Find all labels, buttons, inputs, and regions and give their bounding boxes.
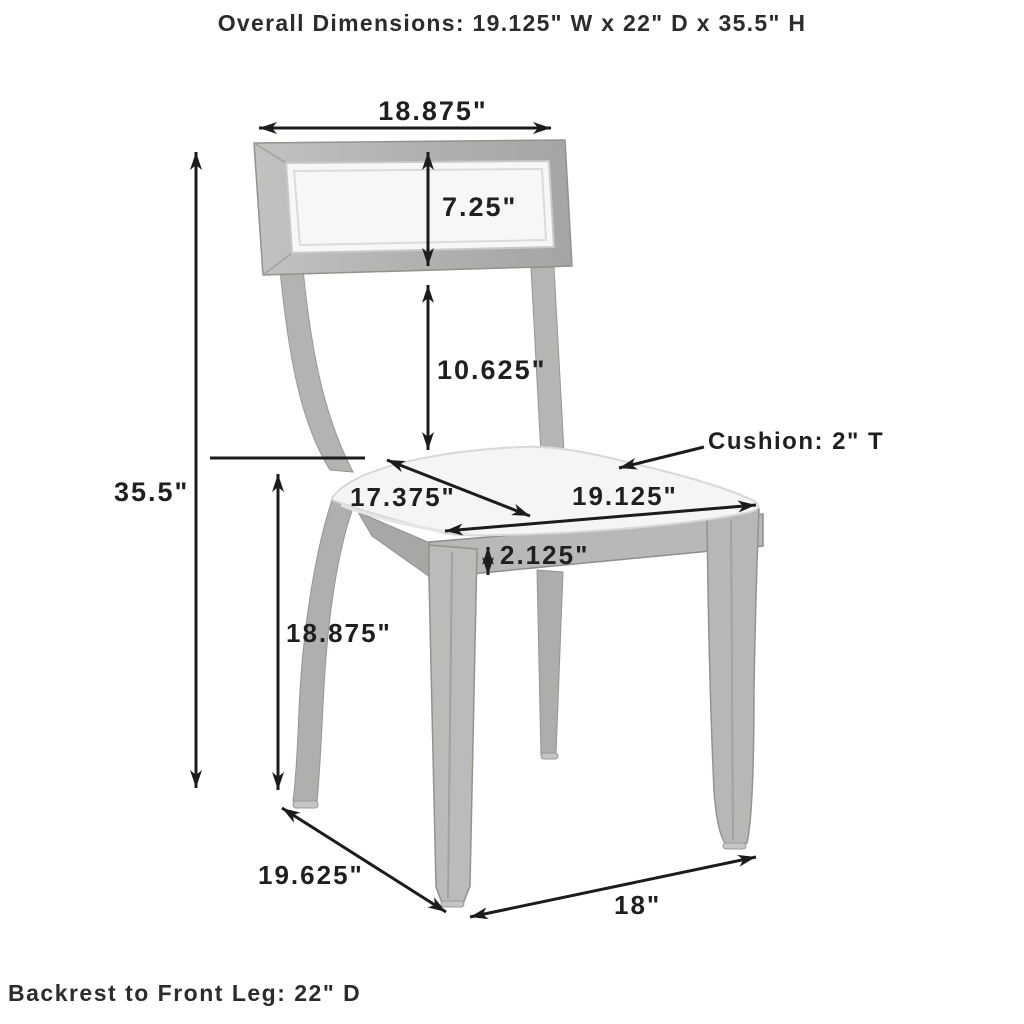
dim-label-apron-height: 2.125": [500, 540, 590, 570]
chair-back-left-leg: [293, 500, 354, 803]
dim-label-backrest-to-seat: 10.625": [437, 355, 547, 385]
chair-back-right-leg: [537, 570, 563, 756]
dim-label-seat-depth: 17.375": [350, 482, 456, 512]
chair-front-left-leg: [429, 545, 477, 904]
dim-leader-cushion: [619, 447, 704, 468]
chair-left-stile: [280, 269, 353, 472]
dim-label-seat-width: 19.125": [572, 481, 678, 511]
dim-label-front-leg-spacing: 18": [614, 890, 662, 920]
chair-front-right-foot: [723, 843, 746, 849]
dim-label-overall-height: 35.5": [114, 477, 190, 507]
chair-back-right-foot: [541, 753, 558, 759]
footer-note: Backrest to Front Leg: 22" D: [8, 980, 362, 1006]
dim-label-cushion: Cushion: 2" T: [708, 428, 885, 455]
dim-label-seat-height: 18.875": [286, 618, 392, 648]
chair-front-left-foot: [441, 901, 464, 907]
chair-back-left-foot: [293, 801, 318, 808]
dim-label-base-depth: 19.625": [258, 860, 364, 890]
page-title: Overall Dimensions: 19.125" W x 22" D x 35.5" H: [217, 10, 807, 36]
dim-label-backrest-panel-height: 7.25": [442, 192, 518, 222]
dim-label-backrest-width: 18.875": [378, 96, 488, 126]
dim-arrow-front-leg-spacing: [470, 857, 756, 917]
